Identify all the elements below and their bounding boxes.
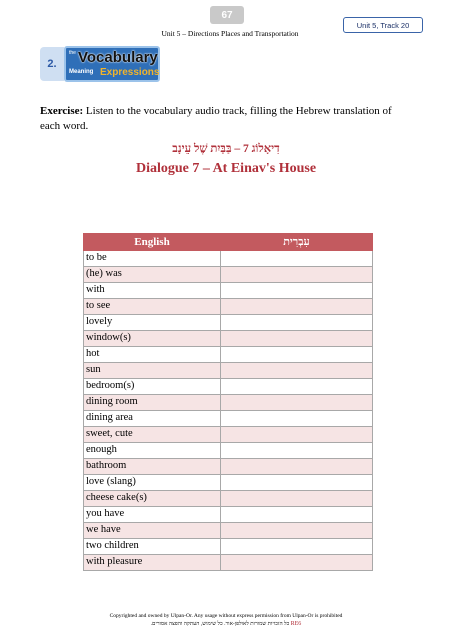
hebrew-answer-cell[interactable] — [220, 507, 372, 523]
hebrew-answer-cell[interactable] — [220, 363, 372, 379]
logo-expressions: Expressions — [100, 67, 160, 78]
hebrew-answer-cell[interactable] — [220, 443, 372, 459]
copyright-hebrew — [40, 621, 412, 627]
copyright-english: Copyrighted and owned by Ulpan-Or. Any usage without express permission from Ulpan-Or is prohibited — [109, 613, 343, 619]
table-header-row — [84, 234, 373, 251]
hebrew-answer-cell[interactable] — [220, 251, 372, 267]
hebrew-answer-cell[interactable] — [220, 411, 372, 427]
vocabulary-logo — [64, 46, 160, 82]
table-row — [84, 283, 373, 299]
hebrew-answer-cell[interactable] — [220, 267, 372, 283]
english-word-cell: sweet, cute — [84, 427, 221, 443]
table-row — [84, 315, 373, 331]
english-word-cell: to see — [84, 299, 221, 315]
dialogue-title: Dialogue 7 – At Einav's House — [135, 161, 317, 176]
hebrew-answer-cell[interactable] — [220, 315, 372, 331]
unit-title: Unit 5 – Directions Places and Transportation — [161, 29, 299, 38]
audio-track-button[interactable]: Unit 5, Track 20 — [343, 17, 423, 33]
hebrew-answer-cell[interactable] — [220, 379, 372, 395]
english-word-cell: two children — [84, 539, 221, 555]
table-row — [84, 363, 373, 379]
english-word-cell: to be — [84, 251, 221, 267]
hebrew-answer-cell[interactable] — [220, 299, 372, 315]
exercise-instructions — [40, 104, 410, 134]
english-word-cell: (he) was — [84, 267, 221, 283]
table-row — [84, 539, 373, 555]
table-row — [84, 347, 373, 363]
hebrew-answer-cell[interactable] — [220, 475, 372, 491]
vocabulary-table-body — [84, 251, 373, 571]
logo-the: the — [69, 50, 76, 56]
english-word-cell: window(s) — [84, 331, 221, 347]
english-word-cell: with pleasure — [84, 555, 221, 571]
table-row — [84, 267, 373, 283]
english-word-cell: you have — [84, 507, 221, 523]
hebrew-answer-cell[interactable] — [220, 395, 372, 411]
hebrew-answer-cell[interactable] — [220, 283, 372, 299]
english-word-cell: sun — [84, 363, 221, 379]
english-word-cell: dining room — [84, 395, 221, 411]
table-row — [84, 395, 373, 411]
hebrew-answer-cell[interactable] — [220, 347, 372, 363]
english-word-cell: cheese cake(s) — [84, 491, 221, 507]
hebrew-answer-cell[interactable] — [220, 523, 372, 539]
table-row — [84, 555, 373, 571]
vocabulary-table — [83, 233, 373, 571]
exercise-text: Listen to the vocabulary audio track, filling the Hebrew translation of each word. — [40, 105, 392, 132]
english-word-cell: enough — [84, 443, 221, 459]
page-code: RE6 — [290, 621, 302, 627]
section-header — [40, 44, 162, 84]
column-header-hebrew: עִבְרִית — [220, 234, 372, 251]
hebrew-dialogue-title: דִיאָלוֹג 7 – בַּבַּיִת שֶׁל עֵינָב — [172, 143, 280, 155]
section-number: 2. — [40, 47, 64, 81]
english-word-cell: bathroom — [84, 459, 221, 475]
table-row — [84, 491, 373, 507]
hebrew-answer-cell[interactable] — [220, 331, 372, 347]
hebrew-answer-cell[interactable] — [220, 539, 372, 555]
hebrew-answer-cell[interactable] — [220, 491, 372, 507]
hebrew-answer-cell[interactable] — [220, 427, 372, 443]
table-row — [84, 427, 373, 443]
logo-meaning: Meaning — [69, 69, 94, 75]
table-row — [84, 443, 373, 459]
hebrew-answer-cell[interactable] — [220, 459, 372, 475]
table-row — [84, 251, 373, 267]
table-row — [84, 299, 373, 315]
page-number: 67 — [210, 6, 244, 24]
column-header-english: English — [84, 234, 221, 251]
table-row — [84, 411, 373, 427]
hebrew-answer-cell[interactable] — [220, 555, 372, 571]
copyright-hebrew-text: כל הזכויות שמורות לאולפן-אור. כל שימוש, העתקה והפצה אסורים. — [150, 621, 290, 627]
logo-vocabulary: Vocabulary — [78, 49, 158, 66]
english-word-cell: love (slang) — [84, 475, 221, 491]
english-word-cell: bedroom(s) — [84, 379, 221, 395]
table-row — [84, 507, 373, 523]
english-word-cell: we have — [84, 523, 221, 539]
table-row — [84, 523, 373, 539]
english-word-cell: with — [84, 283, 221, 299]
exercise-label: Exercise: — [40, 105, 84, 117]
english-word-cell: lovely — [84, 315, 221, 331]
english-word-cell: hot — [84, 347, 221, 363]
table-row — [84, 331, 373, 347]
english-word-cell: dining area — [84, 411, 221, 427]
table-row — [84, 475, 373, 491]
table-row — [84, 379, 373, 395]
table-row — [84, 459, 373, 475]
